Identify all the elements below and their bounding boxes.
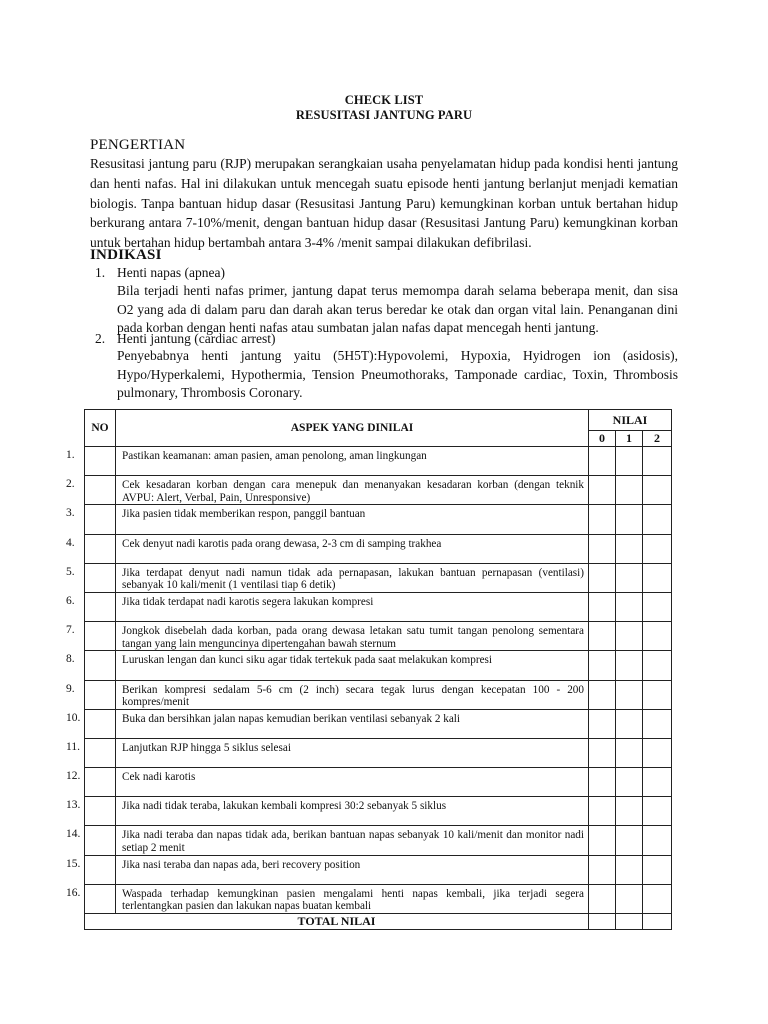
score-cell-0[interactable]	[589, 592, 616, 621]
aspek-text: Cek kesadaran korban dengan cara menepuk dan menanyakan kesadaran korban (dengan teknik AVPU: Alert, Verbal, Pain, Unresponsive)	[122, 479, 584, 504]
score-cell-2[interactable]	[643, 592, 672, 621]
row-number-cell	[66, 797, 116, 826]
aspek-cell	[116, 534, 589, 563]
score-cell-0[interactable]	[589, 855, 616, 884]
score-cell-2[interactable]	[643, 884, 672, 913]
row-number: 9.	[66, 682, 75, 695]
aspek-cell	[116, 622, 589, 651]
table-row	[85, 622, 672, 651]
aspek-text: Jika pasien tidak memberikan respon, panggil bantuan	[122, 508, 366, 521]
row-number: 10.	[66, 711, 81, 724]
indication-body: Bila terjadi henti nafas primer, jantung dapat terus memompa darah selama beberapa menit, dan sisa O2 yang ada di dalam paru dan darah akan terus beredar ke otak dan organ vital lain. Penanganan dini pada korban dengan henti nafas atau sumbatan jalan nafas dapat mencegah henti jantung.	[117, 283, 678, 336]
score-cell-1[interactable]	[616, 768, 643, 797]
row-number-cell	[66, 476, 116, 505]
table-row	[85, 651, 672, 680]
score-cell-2[interactable]	[643, 534, 672, 563]
table-row	[85, 826, 672, 855]
table-row	[85, 680, 672, 709]
score-cell-2[interactable]	[643, 651, 672, 680]
indications-heading: INDIKASI	[90, 247, 162, 263]
row-number-cell	[66, 447, 116, 476]
score-cell-2[interactable]	[643, 447, 672, 476]
row-number-cell	[66, 855, 116, 884]
score-header-1: 1	[616, 431, 643, 447]
aspek-cell	[116, 709, 589, 738]
column-header-aspek: ASPEK YANG DINILAI	[116, 410, 589, 447]
score-cell-2[interactable]	[643, 797, 672, 826]
score-cell-0[interactable]	[589, 651, 616, 680]
aspek-cell	[116, 476, 589, 505]
score-cell-0[interactable]	[589, 797, 616, 826]
aspek-cell	[116, 738, 589, 767]
row-number: 14.	[66, 828, 81, 841]
score-cell-2[interactable]	[643, 563, 672, 592]
aspek-cell	[116, 505, 589, 534]
score-cell-2[interactable]	[643, 826, 672, 855]
aspek-text: Jongkok disebelah dada korban, pada orang dewasa letakan satu tumit tangan penolong sementara tangan yang lain menguncinya dipertengahan bawah sternum	[122, 625, 584, 650]
aspek-cell	[116, 855, 589, 884]
document-subtitle: RESUSITASI JANTUNG PARU	[295, 108, 473, 122]
score-cell-1[interactable]	[616, 738, 643, 767]
score-cell-1[interactable]	[616, 680, 643, 709]
row-number: 1.	[66, 449, 75, 461]
row-number: 2.	[66, 478, 75, 491]
score-cell-1[interactable]	[616, 884, 643, 913]
row-number-cell	[66, 622, 116, 651]
document-title: CHECK LIST	[344, 93, 424, 107]
total-score-cell[interactable]	[643, 914, 672, 930]
column-header-nilai: NILAI	[589, 410, 672, 431]
score-cell-1[interactable]	[616, 476, 643, 505]
aspek-text: Waspada terhadap kemungkinan pasien mengalami henti napas kembali, jika terjadi segera terlentangkan pasien dan lakukan napas buatan kembali	[122, 887, 584, 913]
score-cell-1[interactable]	[616, 534, 643, 563]
table-row	[85, 476, 672, 505]
aspek-text: Lanjutkan RJP hingga 5 siklus selesai	[122, 741, 291, 754]
score-cell-0[interactable]	[589, 709, 616, 738]
aspek-text: Berikan kompresi sedalam 5-6 cm (2 inch) secara tegak lurus dengan kecepatan 100 - 200 kompres/menit	[122, 683, 584, 708]
table-row	[85, 447, 672, 476]
total-score-cell[interactable]	[616, 914, 643, 930]
aspek-text: Buka dan bersihkan jalan napas kemudian berikan ventilasi sebanyak 2 kali	[122, 712, 461, 725]
aspek-cell	[116, 563, 589, 592]
row-number-cell	[66, 738, 116, 767]
aspek-text: Luruskan lengan dan kunci siku agar tidak tertekuk pada saat melakukan kompresi	[122, 654, 493, 667]
score-cell-1[interactable]	[616, 855, 643, 884]
row-number: 6.	[66, 594, 75, 607]
table-row	[85, 592, 672, 621]
score-cell-0[interactable]	[589, 768, 616, 797]
table-row	[85, 709, 672, 738]
table-row	[85, 563, 672, 592]
indication-title: Henti jantung (cardiac arrest)	[117, 331, 276, 346]
table-row	[85, 797, 672, 826]
score-cell-0[interactable]	[589, 563, 616, 592]
total-label: TOTAL NILAI	[85, 914, 589, 930]
row-number: 12.	[66, 770, 81, 783]
row-number: 4.	[66, 536, 75, 549]
score-cell-0[interactable]	[589, 826, 616, 855]
aspek-text: Cek denyut nadi karotis pada orang dewasa, 2-3 cm di samping trakhea	[122, 537, 442, 550]
score-cell-2[interactable]	[643, 768, 672, 797]
aspek-text: Jika terdapat denyut nadi namun tidak ada pernapasan, lakukan bantuan pernapasan (ventilasi) sebanyak 10 kali/menit (1 ventilasi tiap 6 detik)	[122, 566, 584, 592]
table-row	[85, 855, 672, 884]
score-cell-1[interactable]	[616, 592, 643, 621]
score-cell-0[interactable]	[589, 447, 616, 476]
row-number-cell	[66, 592, 116, 621]
score-cell-1[interactable]	[616, 797, 643, 826]
score-cell-2[interactable]	[643, 622, 672, 651]
score-cell-2[interactable]	[643, 505, 672, 534]
score-cell-1[interactable]	[616, 826, 643, 855]
checklist-body	[66, 447, 672, 914]
score-cell-0[interactable]	[589, 738, 616, 767]
score-cell-2[interactable]	[643, 680, 672, 709]
row-number-cell	[66, 680, 116, 709]
row-number-cell	[66, 651, 116, 680]
aspek-cell	[116, 592, 589, 621]
row-number-cell	[66, 534, 116, 563]
score-header-2: 2	[643, 431, 672, 447]
indication-title: Henti napas (apnea)	[117, 265, 225, 280]
score-cell-0[interactable]	[589, 476, 616, 505]
table-row	[85, 505, 672, 534]
row-number: 16.	[66, 886, 81, 899]
aspek-text: Cek nadi karotis	[122, 771, 196, 784]
aspek-text: Pastikan keamanan: aman pasien, aman penolong, aman lingkungan	[122, 450, 427, 462]
score-cell-0[interactable]	[589, 534, 616, 563]
row-number: 3.	[66, 507, 75, 520]
checklist-table	[66, 409, 672, 930]
score-cell-2[interactable]	[643, 855, 672, 884]
score-cell-0[interactable]	[589, 505, 616, 534]
aspek-text: Jika tidak terdapat nadi karotis segera lakukan kompresi	[122, 595, 374, 608]
aspek-cell	[116, 768, 589, 797]
score-cell-0[interactable]	[589, 680, 616, 709]
score-cell-2[interactable]	[643, 738, 672, 767]
row-number-cell	[66, 768, 116, 797]
score-cell-0[interactable]	[589, 622, 616, 651]
row-number: 8.	[66, 653, 75, 666]
aspek-text: Jika nadi tidak teraba, lakukan kembali kompresi 30:2 sebanyak 5 siklus	[122, 800, 447, 813]
aspek-cell	[116, 680, 589, 709]
score-cell-1[interactable]	[616, 447, 643, 476]
row-number-cell	[66, 884, 116, 913]
indication-number: 1.	[95, 265, 106, 280]
table-row	[85, 884, 672, 913]
aspek-cell	[116, 651, 589, 680]
score-cell-1[interactable]	[616, 622, 643, 651]
score-header-0: 0	[589, 431, 616, 447]
aspek-text: Jika nadi teraba dan napas tidak ada, berikan bantuan napas sebanyak 10 kali/menit dan monitor nadi setiap 2 menit	[122, 829, 584, 854]
row-number: 15.	[66, 857, 81, 870]
row-number: 11.	[66, 740, 80, 753]
score-cell-2[interactable]	[643, 476, 672, 505]
row-number: 5.	[66, 565, 75, 578]
row-number-cell	[66, 505, 116, 534]
table-row	[85, 738, 672, 767]
score-cell-1[interactable]	[616, 563, 643, 592]
definition-paragraph: Resusitasi jantung paru (RJP) merupakan serangkaian usaha penyelamatan hidup pada kondisi henti jantung dan henti nafas. Hal ini dilakukan untuk mencegah suatu episode henti jantung berlanjut menjadi kematian biologis. Tanpa bantuan hidup dasar (Resusitasi Jantung Paru) kemungkinan korban untuk bertahan hidup berkurang antara 7-10%/menit, dengan bantuan hidup dasar (Resusitasi Jantung Paru) kemungkinan korban untuk bertahan hidup bertambah antara 3-4% /menit sampai dilakukan defibrilasi.	[90, 156, 678, 251]
aspek-cell	[116, 447, 589, 476]
indication-body: Penyebabnya henti jantung yaitu (5H5T):Hypovolemi, Hypoxia, Hyidrogen ion (asidosis), Hypo/Hyperkalemi, Hypothermia, Tension Pneumothoraks, Tamponade cardiac, Toxin, Thrombosis pulmonary, Thrombosis Coronary.	[117, 348, 678, 401]
aspek-cell	[116, 884, 589, 913]
score-cell-2[interactable]	[643, 709, 672, 738]
score-cell-1[interactable]	[616, 505, 643, 534]
table-row	[85, 768, 672, 797]
aspek-text: Jika nasi teraba dan napas ada, beri recovery position	[122, 858, 361, 871]
score-cell-1[interactable]	[616, 651, 643, 680]
aspek-cell	[116, 826, 589, 855]
score-cell-1[interactable]	[616, 709, 643, 738]
definition-heading: PENGERTIAN	[90, 137, 186, 153]
row-number: 7.	[66, 624, 75, 637]
row-number-cell	[66, 826, 116, 855]
row-number-cell	[66, 709, 116, 738]
indication-number: 2.	[95, 331, 106, 346]
score-cell-0[interactable]	[589, 884, 616, 913]
row-number-cell	[66, 563, 116, 592]
column-header-no: NO	[85, 410, 116, 447]
row-number: 13.	[66, 799, 81, 812]
table-row	[85, 534, 672, 563]
total-score-cell[interactable]	[589, 914, 616, 930]
aspek-cell	[116, 797, 589, 826]
